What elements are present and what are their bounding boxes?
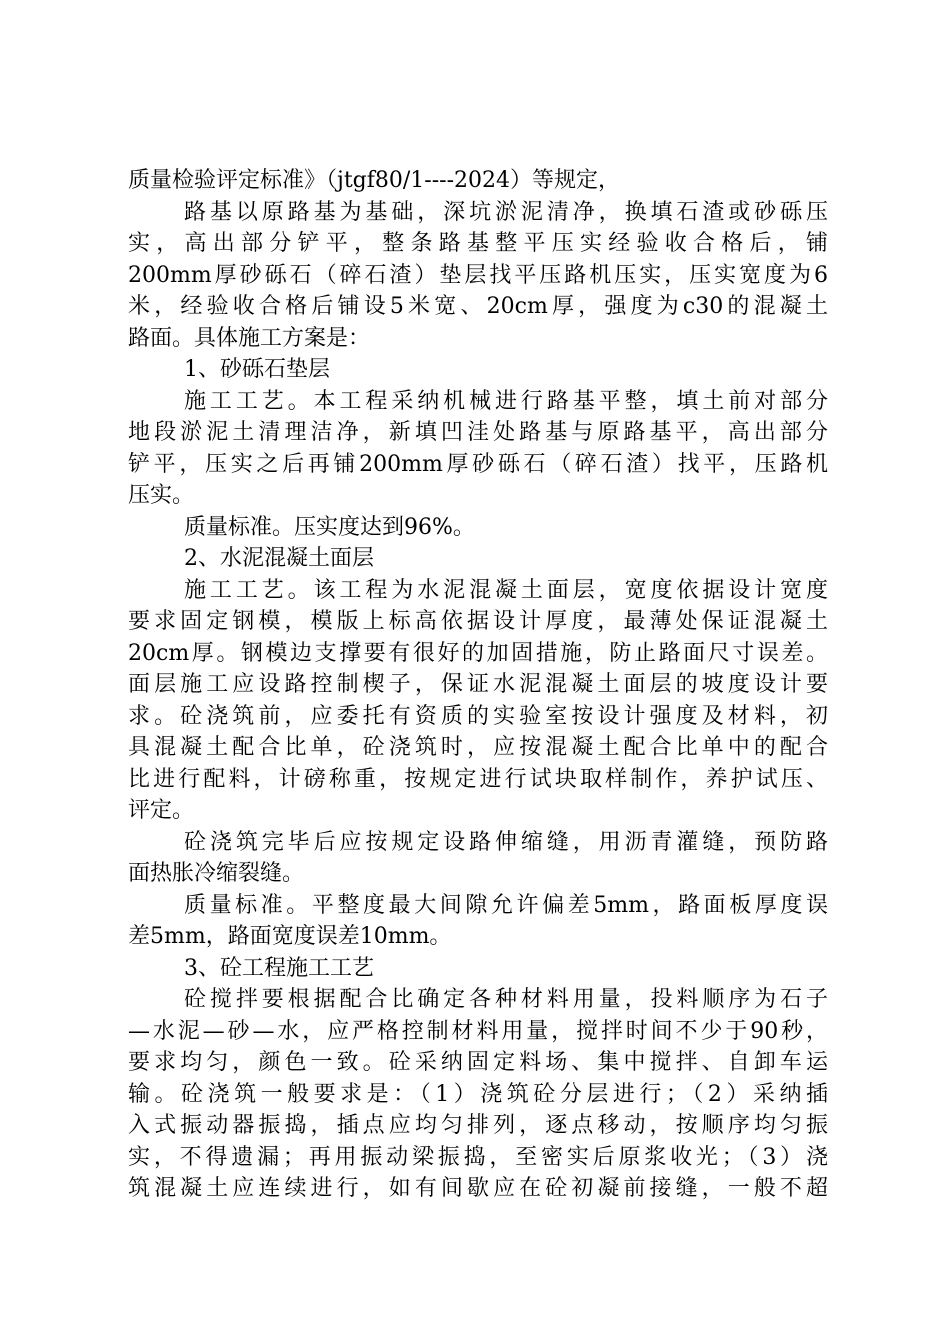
text-line: 实，不得遗漏；再用振动梁振捣，至密实后原浆收光；（3）浇: [128, 1144, 828, 1170]
text-line: 质量标准。压实度达到96%。: [184, 514, 475, 540]
document-page: [128, 165, 828, 1205]
text-line: 1、砂砾石垫层: [184, 357, 330, 382]
text-line: 要求均匀，颜色一致。砼采纳固定料场、集中搅拌、自卸车运: [128, 1050, 828, 1075]
text-line: 施工工艺。该工程为水泥混凝土面层，宽度依据设计宽度: [184, 577, 828, 603]
text-line: 2、水泥混凝土面层: [184, 546, 374, 571]
text-line: 米，经验收合格后铺设5米宽、20cm厚，强度为c30的混凝土: [128, 294, 828, 319]
text-line: 路基以原路基为基础，深坑淤泥清净，换填石渣或砂砾压: [184, 199, 828, 225]
text-line: 砼浇筑完毕后应按规定设路伸缩缝，用沥青灌缝，预防路: [184, 829, 828, 855]
text-line: 质量标准。平整度最大间隙允许偏差5mm，路面板厚度误: [184, 892, 828, 918]
text-line: 入式振动器振捣，插点应均匀排列，逐点移动，按顺序均匀振: [128, 1113, 828, 1138]
text-line: 面热胀冷缩裂缝。: [128, 861, 305, 886]
text-line: 3、砼工程施工工艺: [184, 955, 374, 981]
text-line: 施工工艺。本工程采纳机械进行路基平整，填土前对部分: [184, 388, 828, 414]
text-line: 比进行配料，计磅称重，按规定进行试块取样制作，养护试压、: [128, 766, 828, 792]
text-line: 路面。具体施工方案是：: [128, 325, 371, 351]
text-line: 实，高出部分铲平，整条路基整平压实经验收合格后，铺: [128, 231, 828, 256]
text-line: 压实。: [128, 483, 195, 508]
text-line: 质量检验评定标准》（jtgf80/1----2024）等规定，: [128, 168, 621, 193]
text-line: 200mm厚砂砾石（碎石渣）垫层找平压路机压实，压实宽度为6: [128, 262, 828, 288]
text-line: 评定。: [128, 798, 195, 823]
text-line: 筑混凝土应连续进行，如有间歇应在砼初凝前接缝，一般不超: [128, 1176, 828, 1201]
text-line: 面层施工应设路控制楔子，保证水泥混凝土面层的坡度设计要: [128, 672, 828, 697]
text-line: 砼搅拌要根据配合比确定各种材料用量，投料顺序为石子: [184, 987, 828, 1012]
text-line: 求。砼浇筑前，应委托有资质的实验室按设计强度及材料，初: [128, 703, 828, 729]
text-line: 差5mm，路面宽度误差10mm。: [128, 924, 452, 949]
text-line: 地段淤泥土清理洁净，新填凹洼处路基与原路基平，高出部分: [128, 420, 828, 445]
text-line: 输。砼浇筑一般要求是：（1）浇筑砼分层进行；（2）采纳插: [128, 1081, 828, 1107]
text-line: 具混凝土配合比单，砼浇筑时，应按混凝土配合比单中的配合: [128, 735, 828, 760]
text-line: 铲平，压实之后再铺200mm厚砂砾石（碎石渣）找平，压路机: [128, 451, 828, 477]
text-line: —水泥—砂—水，应严格控制材料用量，搅拌时间不少于90秒，: [128, 1018, 828, 1044]
text-line: 20cm厚。钢模边支撑要有很好的加固措施，防止路面尺寸误差。: [128, 640, 828, 666]
text-line: 要求固定钢模，模版上标高依据设计厚度，最薄处保证混凝土: [128, 609, 828, 634]
